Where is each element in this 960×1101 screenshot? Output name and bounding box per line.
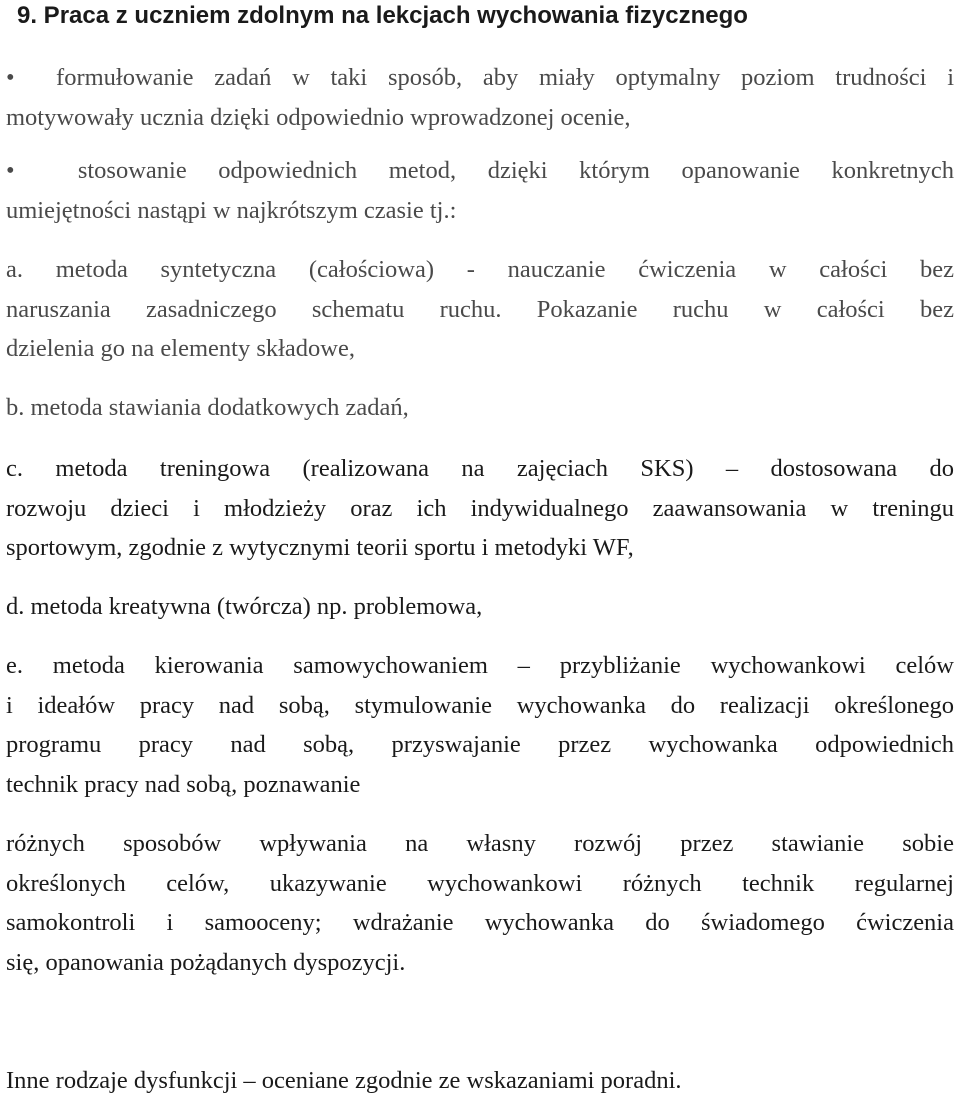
text-line: programu pracy nad sobą, przyswajanie przez wychowanka odpowiednich <box>6 731 954 758</box>
text-line: samokontroli i samooceny; wdrażanie wychowanka do świadomego ćwiczenia <box>6 909 954 936</box>
text-line: • formułowanie zadań w taki sposób, aby miały optymalny poziom trudności i <box>6 64 954 91</box>
method-item-d <box>6 587 954 627</box>
text-line: • stosowanie odpowiednich metod, dzięki którym opanowanie konkretnych <box>6 157 955 184</box>
method-item-b <box>6 388 954 428</box>
method-item-c <box>6 449 954 568</box>
text-line: i ideałów pracy nad sobą, stymulowanie wychowanka do realizacji określonego <box>6 691 954 719</box>
text-line: a. metoda syntetyczna (całościowa) - nauczanie ćwiczenia w całości bez <box>6 256 954 283</box>
text-line: dzielenia go na elementy składowe, <box>6 335 355 362</box>
text-line: rozwoju dzieci i młodzieży oraz ich indywidualnego zaawansowania w treningu <box>6 494 954 522</box>
text-line: c. metoda treningowa (realizowana na zajęciach SKS) – dostosowana do <box>6 455 954 482</box>
bullet-item <box>6 151 954 230</box>
method-item-a <box>6 250 954 369</box>
text-line: sportowym, zgodnie z wytycznymi teorii sportu i metodyki WF, <box>6 534 634 561</box>
text-line: określonych celów, ukazywanie wychowankowi różnych technik regularnej <box>6 869 954 897</box>
text-line: się, opanowania pożądanych dyspozycji. <box>6 948 406 976</box>
bullet-item <box>6 58 954 137</box>
footer-note <box>6 1061 954 1101</box>
text-line: technik pracy nad sobą, poznawanie <box>6 770 361 798</box>
method-item-e <box>6 646 954 804</box>
text-line: motywowały ucznia dzięki odpowiednio wprowadzonej ocenie, <box>6 103 631 131</box>
text-line: e. metoda kierowania samowychowaniem – przybliżanie wychowankowi celów <box>6 652 954 679</box>
text-line: umiejętności nastąpi w najkrótszym czasie tj.: <box>6 196 457 224</box>
text-line: naruszania zasadniczego schematu ruchu. Pokazanie ruchu w całości bez <box>6 295 954 323</box>
text-line: Inne rodzaje dysfunkcji – oceniane zgodnie ze wskazaniami poradni. <box>6 1067 682 1094</box>
text-line: d. metoda kreatywna (twórcza) np. problemowa, <box>6 593 483 620</box>
continuation-paragraph <box>6 824 954 982</box>
bullet-marker: • <box>6 64 15 91</box>
section-heading: 9. Praca z uczniem zdolnym na lekcjach wychowania fizycznego <box>17 2 748 29</box>
text-line: b. metoda stawiania dodatkowych zadań, <box>6 394 409 421</box>
text-line: różnych sposobów wpływania na własny rozwój przez stawianie sobie <box>6 830 954 857</box>
bullet-marker: • <box>6 157 15 184</box>
